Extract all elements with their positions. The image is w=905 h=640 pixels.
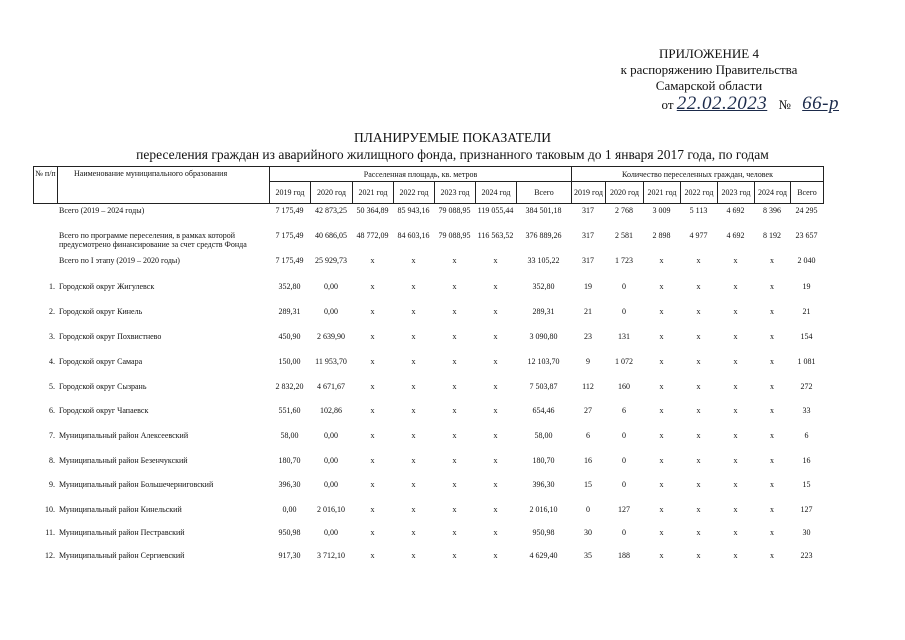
people-cell: 30	[584, 528, 592, 537]
area-cell: x	[411, 256, 416, 265]
people-cell: x	[733, 406, 738, 415]
row-number: 7.	[49, 431, 55, 440]
area-cell: x	[452, 307, 457, 316]
people-cell: 154	[800, 332, 813, 341]
people-cell: 0	[622, 431, 626, 440]
people-cell: x	[733, 480, 738, 489]
area-cell: x	[370, 528, 375, 537]
area-cell: 2 832,20	[275, 382, 304, 391]
area-cell: 40 686,05	[315, 231, 347, 240]
people-cell: x	[733, 551, 738, 560]
area-cell: x	[411, 431, 416, 440]
people-cell: x	[770, 505, 774, 514]
area-cell: x	[411, 282, 416, 291]
area-year-header: 2023 год	[435, 182, 476, 204]
table-row	[33, 357, 839, 366]
appendix-title: ПРИЛОЖЕНИЕ 4	[659, 46, 759, 61]
area-cell: x	[493, 256, 498, 265]
people-cell: x	[733, 282, 738, 291]
table-row	[33, 307, 839, 316]
table-row	[33, 406, 839, 415]
area-cell: x	[493, 480, 498, 489]
area-cell: 0,00	[324, 307, 338, 316]
area-cell: 50 364,89	[356, 206, 389, 215]
area-cell: x	[452, 406, 457, 415]
people-cell: x	[770, 480, 774, 489]
row-name: Городской округ Самара	[59, 357, 143, 366]
row-number	[33, 256, 57, 265]
area-cell: 7 175,49	[275, 256, 304, 265]
people-cell: 33	[802, 406, 811, 415]
area-cell: x	[493, 332, 498, 341]
row-name: Городской округ Чапаевск	[59, 406, 149, 415]
table-row	[33, 206, 839, 215]
area-year-header: 2022 год	[394, 182, 435, 204]
people-cell: x	[770, 431, 774, 440]
people-cell: 1 081	[797, 357, 816, 366]
people-cell: x	[659, 528, 664, 537]
people-cell: x	[659, 456, 664, 465]
group-people-header: Количество переселенных граждан, человек	[572, 167, 824, 182]
row-name: Муниципальный район Кинельский	[59, 505, 182, 514]
area-cell: x	[370, 431, 375, 440]
area-cell: 396,30	[532, 480, 555, 489]
people-cell: 0	[622, 456, 626, 465]
area-cell: 917,30	[278, 551, 301, 560]
area-cell: 396,30	[278, 480, 301, 489]
area-cell: 85 943,16	[397, 206, 430, 215]
people-cell: x	[659, 406, 664, 415]
area-cell: 79 088,95	[438, 206, 471, 215]
area-cell: 3 090,80	[529, 332, 558, 341]
area-cell: 352,80	[278, 282, 301, 291]
area-cell: x	[493, 528, 498, 537]
decree-ot: от	[661, 97, 674, 112]
area-cell: 150,00	[278, 357, 301, 366]
row-name: Всего (2019 – 2024 годы)	[59, 206, 145, 215]
row-number: 3.	[49, 332, 55, 341]
row-name: Городской округ Сызрань	[59, 382, 147, 391]
people-cell: x	[659, 431, 664, 440]
people-cell: x	[659, 282, 664, 291]
people-cell: 127	[618, 505, 630, 514]
people-cell: 188	[618, 551, 630, 560]
row-number: 9.	[49, 480, 55, 489]
area-cell: 180,70	[278, 456, 301, 465]
row-name: Городской округ Похвистнево	[59, 332, 162, 341]
area-cell: x	[411, 480, 416, 489]
people-cell: 0	[622, 528, 626, 537]
people-year-header: 2019 год	[572, 182, 606, 204]
area-cell: x	[370, 406, 375, 415]
row-number: 2.	[49, 307, 55, 316]
people-cell: 4 977	[689, 231, 708, 240]
col-no-header: № п/п	[34, 167, 58, 204]
people-cell: x	[770, 282, 774, 291]
row-number: 4.	[49, 357, 55, 366]
people-cell: x	[659, 382, 664, 391]
row-number: 11.	[45, 528, 55, 537]
row-number: 6.	[49, 406, 55, 415]
people-cell: 35	[584, 551, 592, 560]
people-cell: x	[733, 505, 738, 514]
people-cell: 0	[586, 505, 590, 514]
area-cell: x	[493, 406, 498, 415]
table-row	[33, 382, 839, 391]
area-cell: 950,98	[278, 528, 301, 537]
area-cell: 0,00	[324, 431, 338, 440]
area-cell: x	[452, 456, 457, 465]
people-cell: 223	[800, 551, 813, 560]
decree-num-sign: №	[778, 97, 791, 112]
people-cell: 16	[584, 456, 592, 465]
area-cell: x	[411, 456, 416, 465]
table-row	[33, 456, 839, 465]
area-cell: x	[370, 480, 375, 489]
people-cell: 1 072	[615, 357, 633, 366]
area-cell: x	[493, 505, 498, 514]
people-cell: 19	[584, 282, 592, 291]
area-cell: 3 712,10	[317, 551, 345, 560]
area-cell: x	[452, 551, 457, 560]
area-cell: 33 105,22	[527, 256, 560, 265]
people-cell: x	[770, 406, 774, 415]
people-cell: x	[696, 382, 701, 391]
decree-date: 22.02.2023	[676, 93, 768, 114]
area-cell: 376 889,26	[525, 231, 562, 240]
row-name: Муниципальный район Сергиевский	[59, 551, 185, 560]
people-cell: x	[696, 480, 701, 489]
area-cell: x	[452, 480, 457, 489]
row-number: 12.	[45, 551, 55, 560]
people-year-header: Всего	[791, 182, 824, 204]
area-cell: x	[411, 505, 416, 514]
area-cell: x	[370, 332, 375, 341]
row-number: 1.	[49, 282, 55, 291]
people-cell: 15	[802, 480, 811, 489]
row-name: Муниципальный район Безенчукский	[59, 456, 188, 465]
people-cell: x	[770, 256, 774, 265]
people-cell: x	[770, 528, 774, 537]
people-cell: x	[696, 551, 701, 560]
area-cell: 0,00	[324, 528, 338, 537]
people-cell: 2 898	[652, 231, 671, 240]
area-cell: 180,70	[532, 456, 555, 465]
area-cell: x	[370, 551, 375, 560]
people-cell: x	[659, 480, 664, 489]
appendix-line3: Самарской области	[655, 78, 763, 93]
area-cell: 7 503,87	[529, 382, 558, 391]
people-cell: 131	[618, 332, 630, 341]
people-cell: 4 692	[726, 231, 745, 240]
area-cell: 79 088,95	[438, 231, 471, 240]
table-row	[33, 282, 839, 291]
people-cell: 0	[622, 480, 626, 489]
people-cell: 6	[586, 431, 590, 440]
people-cell: 317	[582, 206, 594, 215]
area-year-header: 2024 год	[476, 182, 517, 204]
row-name: Городской округ Кинель	[59, 307, 143, 316]
area-cell: 0,00	[324, 456, 338, 465]
area-cell: x	[452, 528, 457, 537]
area-cell: x	[411, 528, 416, 537]
people-cell: 16	[802, 456, 811, 465]
area-cell: x	[493, 282, 498, 291]
area-cell: x	[452, 431, 457, 440]
people-cell: 6	[622, 406, 626, 415]
area-cell: x	[411, 406, 416, 415]
people-cell: 2 581	[615, 231, 633, 240]
row-number: 10.	[45, 505, 55, 514]
people-cell: x	[770, 307, 774, 316]
people-cell: x	[696, 307, 701, 316]
table-row	[33, 231, 839, 249]
people-cell: x	[659, 332, 664, 341]
people-cell: x	[696, 256, 701, 265]
area-cell: x	[452, 382, 457, 391]
people-year-header: 2021 год	[644, 182, 681, 204]
people-cell: x	[696, 406, 701, 415]
people-cell: x	[696, 528, 701, 537]
people-year-header: 2020 год	[606, 182, 644, 204]
people-cell: x	[733, 528, 738, 537]
people-cell: x	[733, 456, 738, 465]
area-cell: 950,98	[532, 528, 555, 537]
people-cell: x	[659, 505, 664, 514]
people-cell: 272	[800, 382, 813, 391]
area-cell: 119 055,44	[477, 206, 514, 215]
people-cell: 1 723	[615, 256, 633, 265]
area-cell: x	[411, 357, 416, 366]
area-cell: 289,31	[278, 307, 301, 316]
people-cell: x	[733, 382, 738, 391]
people-cell: 2 040	[797, 256, 816, 265]
people-cell: x	[696, 282, 701, 291]
people-cell: x	[696, 431, 701, 440]
area-cell: 102,86	[320, 406, 342, 415]
people-cell: 4 692	[726, 206, 745, 215]
people-cell: 24 295	[795, 206, 818, 215]
area-cell: x	[493, 382, 498, 391]
people-cell: 6	[804, 431, 809, 440]
area-cell: 7 175,49	[275, 206, 304, 215]
people-cell: 30	[802, 528, 811, 537]
area-cell: 384 501,18	[525, 206, 562, 215]
people-cell: 127	[800, 505, 813, 514]
people-cell: x	[696, 332, 701, 341]
area-cell: 2 016,10	[317, 505, 345, 514]
area-cell: 654,46	[532, 406, 555, 415]
people-year-header: 2024 год	[755, 182, 791, 204]
people-cell: 8 396	[763, 206, 781, 215]
people-cell: 21	[802, 307, 811, 316]
area-cell: x	[493, 431, 498, 440]
area-cell: 0,00	[324, 282, 338, 291]
row-name: Всего по программе переселения, в рамках которой предусмотрено финансирование за счет средств Фонда	[59, 231, 247, 249]
people-cell: x	[696, 456, 701, 465]
appendix-block	[579, 46, 839, 113]
people-cell: x	[770, 456, 774, 465]
table-row	[33, 551, 839, 560]
people-cell: 5 113	[689, 206, 708, 215]
row-number: 8.	[49, 456, 55, 465]
area-cell: 0,00	[324, 480, 338, 489]
people-cell: x	[733, 256, 738, 265]
people-cell: 0	[622, 282, 626, 291]
area-cell: x	[411, 307, 416, 316]
area-cell: x	[452, 256, 457, 265]
people-cell: 15	[584, 480, 592, 489]
area-cell: 0,00	[282, 505, 297, 514]
area-cell: x	[370, 382, 375, 391]
area-cell: x	[411, 551, 416, 560]
area-year-header: 2019 год	[270, 182, 311, 204]
table-header	[33, 166, 824, 204]
area-cell: 42 873,25	[315, 206, 347, 215]
people-cell: 0	[622, 307, 626, 316]
row-number	[33, 231, 57, 249]
row-name: Всего по I этапу (2019 – 2020 годы)	[59, 256, 180, 265]
people-cell: x	[733, 307, 738, 316]
area-cell: x	[370, 307, 375, 316]
area-cell: x	[370, 456, 375, 465]
people-cell: 19	[802, 282, 811, 291]
row-number	[33, 206, 57, 215]
area-cell: 289,31	[532, 307, 555, 316]
area-cell: 2 639,90	[317, 332, 345, 341]
document-subtitle: переселения граждан из аварийного жилищного фонда, признанного таковым до 1 января 2017 года, по годам	[136, 147, 769, 162]
table-row	[33, 505, 839, 514]
people-year-header: 2023 год	[718, 182, 755, 204]
area-cell: 551,60	[278, 406, 301, 415]
area-cell: 352,80	[532, 282, 555, 291]
area-cell: 116 563,52	[477, 231, 514, 240]
decree-number: 66-р	[802, 93, 839, 114]
area-cell: x	[370, 505, 375, 514]
area-cell: 4 671,67	[317, 382, 345, 391]
people-cell: x	[770, 357, 774, 366]
people-cell: 112	[582, 382, 594, 391]
area-cell: 450,90	[278, 332, 301, 341]
people-cell: x	[696, 505, 701, 514]
people-cell: 8 192	[763, 231, 781, 240]
area-year-header: 2021 год	[353, 182, 394, 204]
area-cell: 25 929,73	[315, 256, 347, 265]
people-cell: x	[770, 382, 774, 391]
row-number: 5.	[49, 382, 55, 391]
people-cell: 21	[584, 307, 592, 316]
people-cell: 23 657	[795, 231, 818, 240]
row-name: Муниципальный район Большечерниговский	[59, 480, 214, 489]
people-cell: 317	[582, 256, 594, 265]
people-cell: x	[659, 357, 664, 366]
area-cell: x	[452, 357, 457, 366]
table-row	[33, 256, 839, 265]
area-cell: x	[452, 332, 457, 341]
table-row	[33, 480, 839, 489]
people-cell: x	[733, 357, 738, 366]
table-row	[33, 332, 839, 341]
area-cell: x	[452, 282, 457, 291]
area-cell: x	[370, 282, 375, 291]
area-cell: x	[370, 256, 375, 265]
people-cell: x	[659, 307, 664, 316]
area-cell: x	[493, 551, 498, 560]
people-cell: x	[770, 551, 774, 560]
people-cell: 23	[584, 332, 592, 341]
people-year-header: 2022 год	[681, 182, 718, 204]
people-cell: 317	[582, 231, 594, 240]
area-year-header: Всего	[517, 182, 572, 204]
people-cell: x	[659, 551, 664, 560]
row-name: Муниципальный район Алексеевский	[59, 431, 189, 440]
people-cell: x	[733, 431, 738, 440]
area-cell: x	[493, 456, 498, 465]
row-name: Муниципальный район Пестравский	[59, 528, 185, 537]
area-cell: 58,00	[280, 431, 299, 440]
people-cell: 160	[618, 382, 630, 391]
area-cell: 4 629,40	[529, 551, 558, 560]
people-cell: x	[659, 256, 664, 265]
area-cell: 12 103,70	[527, 357, 560, 366]
decree-ref	[579, 93, 839, 114]
row-name: Городской округ Жигулевск	[59, 282, 155, 291]
area-cell: x	[411, 332, 416, 341]
area-cell: 11 953,70	[315, 357, 347, 366]
people-cell: x	[733, 332, 738, 341]
area-cell: 84 603,16	[397, 231, 430, 240]
people-cell: 2 768	[615, 206, 633, 215]
area-cell: 58,00	[534, 431, 553, 440]
document-title: ПЛАНИРУЕМЫЕ ПОКАЗАТЕЛИ	[354, 130, 551, 145]
people-cell: 27	[584, 406, 592, 415]
col-name-header: Наименование муниципального образования	[58, 167, 270, 204]
people-cell: x	[770, 332, 774, 341]
group-area-header: Расселенная площадь, кв. метров	[270, 167, 572, 182]
area-cell: 7 175,49	[275, 231, 304, 240]
area-cell: x	[411, 382, 416, 391]
area-cell: 48 772,09	[356, 231, 389, 240]
table-row	[33, 431, 839, 440]
area-cell: x	[452, 505, 457, 514]
area-cell: x	[493, 357, 498, 366]
area-cell: 2 016,10	[529, 505, 558, 514]
appendix-line2: к распоряжению Правительства	[620, 62, 798, 77]
table-row	[33, 528, 839, 537]
area-cell: x	[493, 307, 498, 316]
people-cell: 3 009	[652, 206, 671, 215]
area-cell: x	[370, 357, 375, 366]
area-year-header: 2020 год	[311, 182, 353, 204]
people-cell: x	[696, 357, 701, 366]
people-cell: 9	[586, 357, 590, 366]
